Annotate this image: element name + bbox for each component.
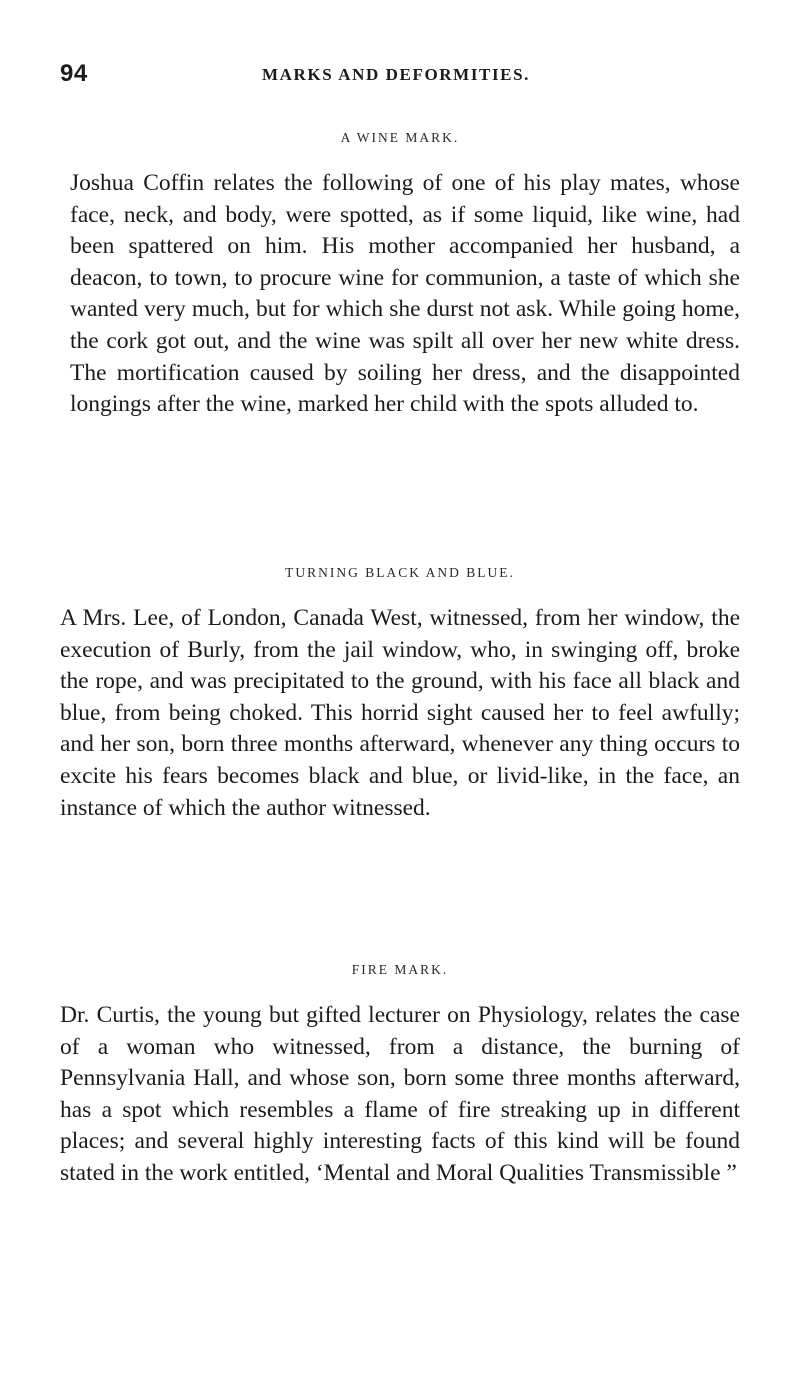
- section-wine-mark: [60, 130, 740, 421]
- section-heading: A WINE MARK.: [340, 130, 460, 145]
- section-fire-mark: [60, 962, 740, 1190]
- page-number: 94: [60, 60, 88, 87]
- section-heading: FIRE MARK.: [351, 962, 449, 977]
- section-paragraph: Dr. Curtis, the young but gifted lecturer on Physiology, relates the case of a woman who witnessed, from a distance, the burning of Pennsylvania Hall, and whose son, born some three months afterward, has a spot which resembles a flame of fire streaking up in different places; and several highly interesting facts of this kind will be found stated in the work entitled, ‘Mental and Moral Qualities Transmissible ”: [60, 1002, 740, 1186]
- section-black-and-blue: [60, 565, 740, 824]
- running-head: [60, 60, 760, 90]
- section-heading: TURNING BLACK AND BLUE.: [285, 565, 515, 580]
- running-title: MARKS AND DEFORMITIES.: [262, 65, 531, 84]
- section-paragraph: A Mrs. Lee, of London, Canada West, witnessed, from her window, the execution of Burly, from the jail window, who, in swinging off, broke the rope, and was precipitated to the ground, with his face all black and blue, from being choked. This horrid sight caused her to feel awfully; and her son, born three months afterward, whenever any thing occurs to excite his fears becomes black and blue, or livid-like, in the face, an instance of which the author witnessed.: [60, 605, 740, 821]
- section-paragraph: Joshua Coffin relates the following of one of his play mates, whose face, neck, and body, were spotted, as if some liquid, like wine, had been spattered on him. His mother accompanied her husband, a deacon, to town, to procure wine for communion, a taste of which she wanted very much, but for which she durst not ask. While going home, the cork got out, and the wine was spilt all over her new white dress. The mortification caused by soiling her dress, and the disappointed longings after the wine, marked her child with the spots alluded to.: [70, 170, 740, 418]
